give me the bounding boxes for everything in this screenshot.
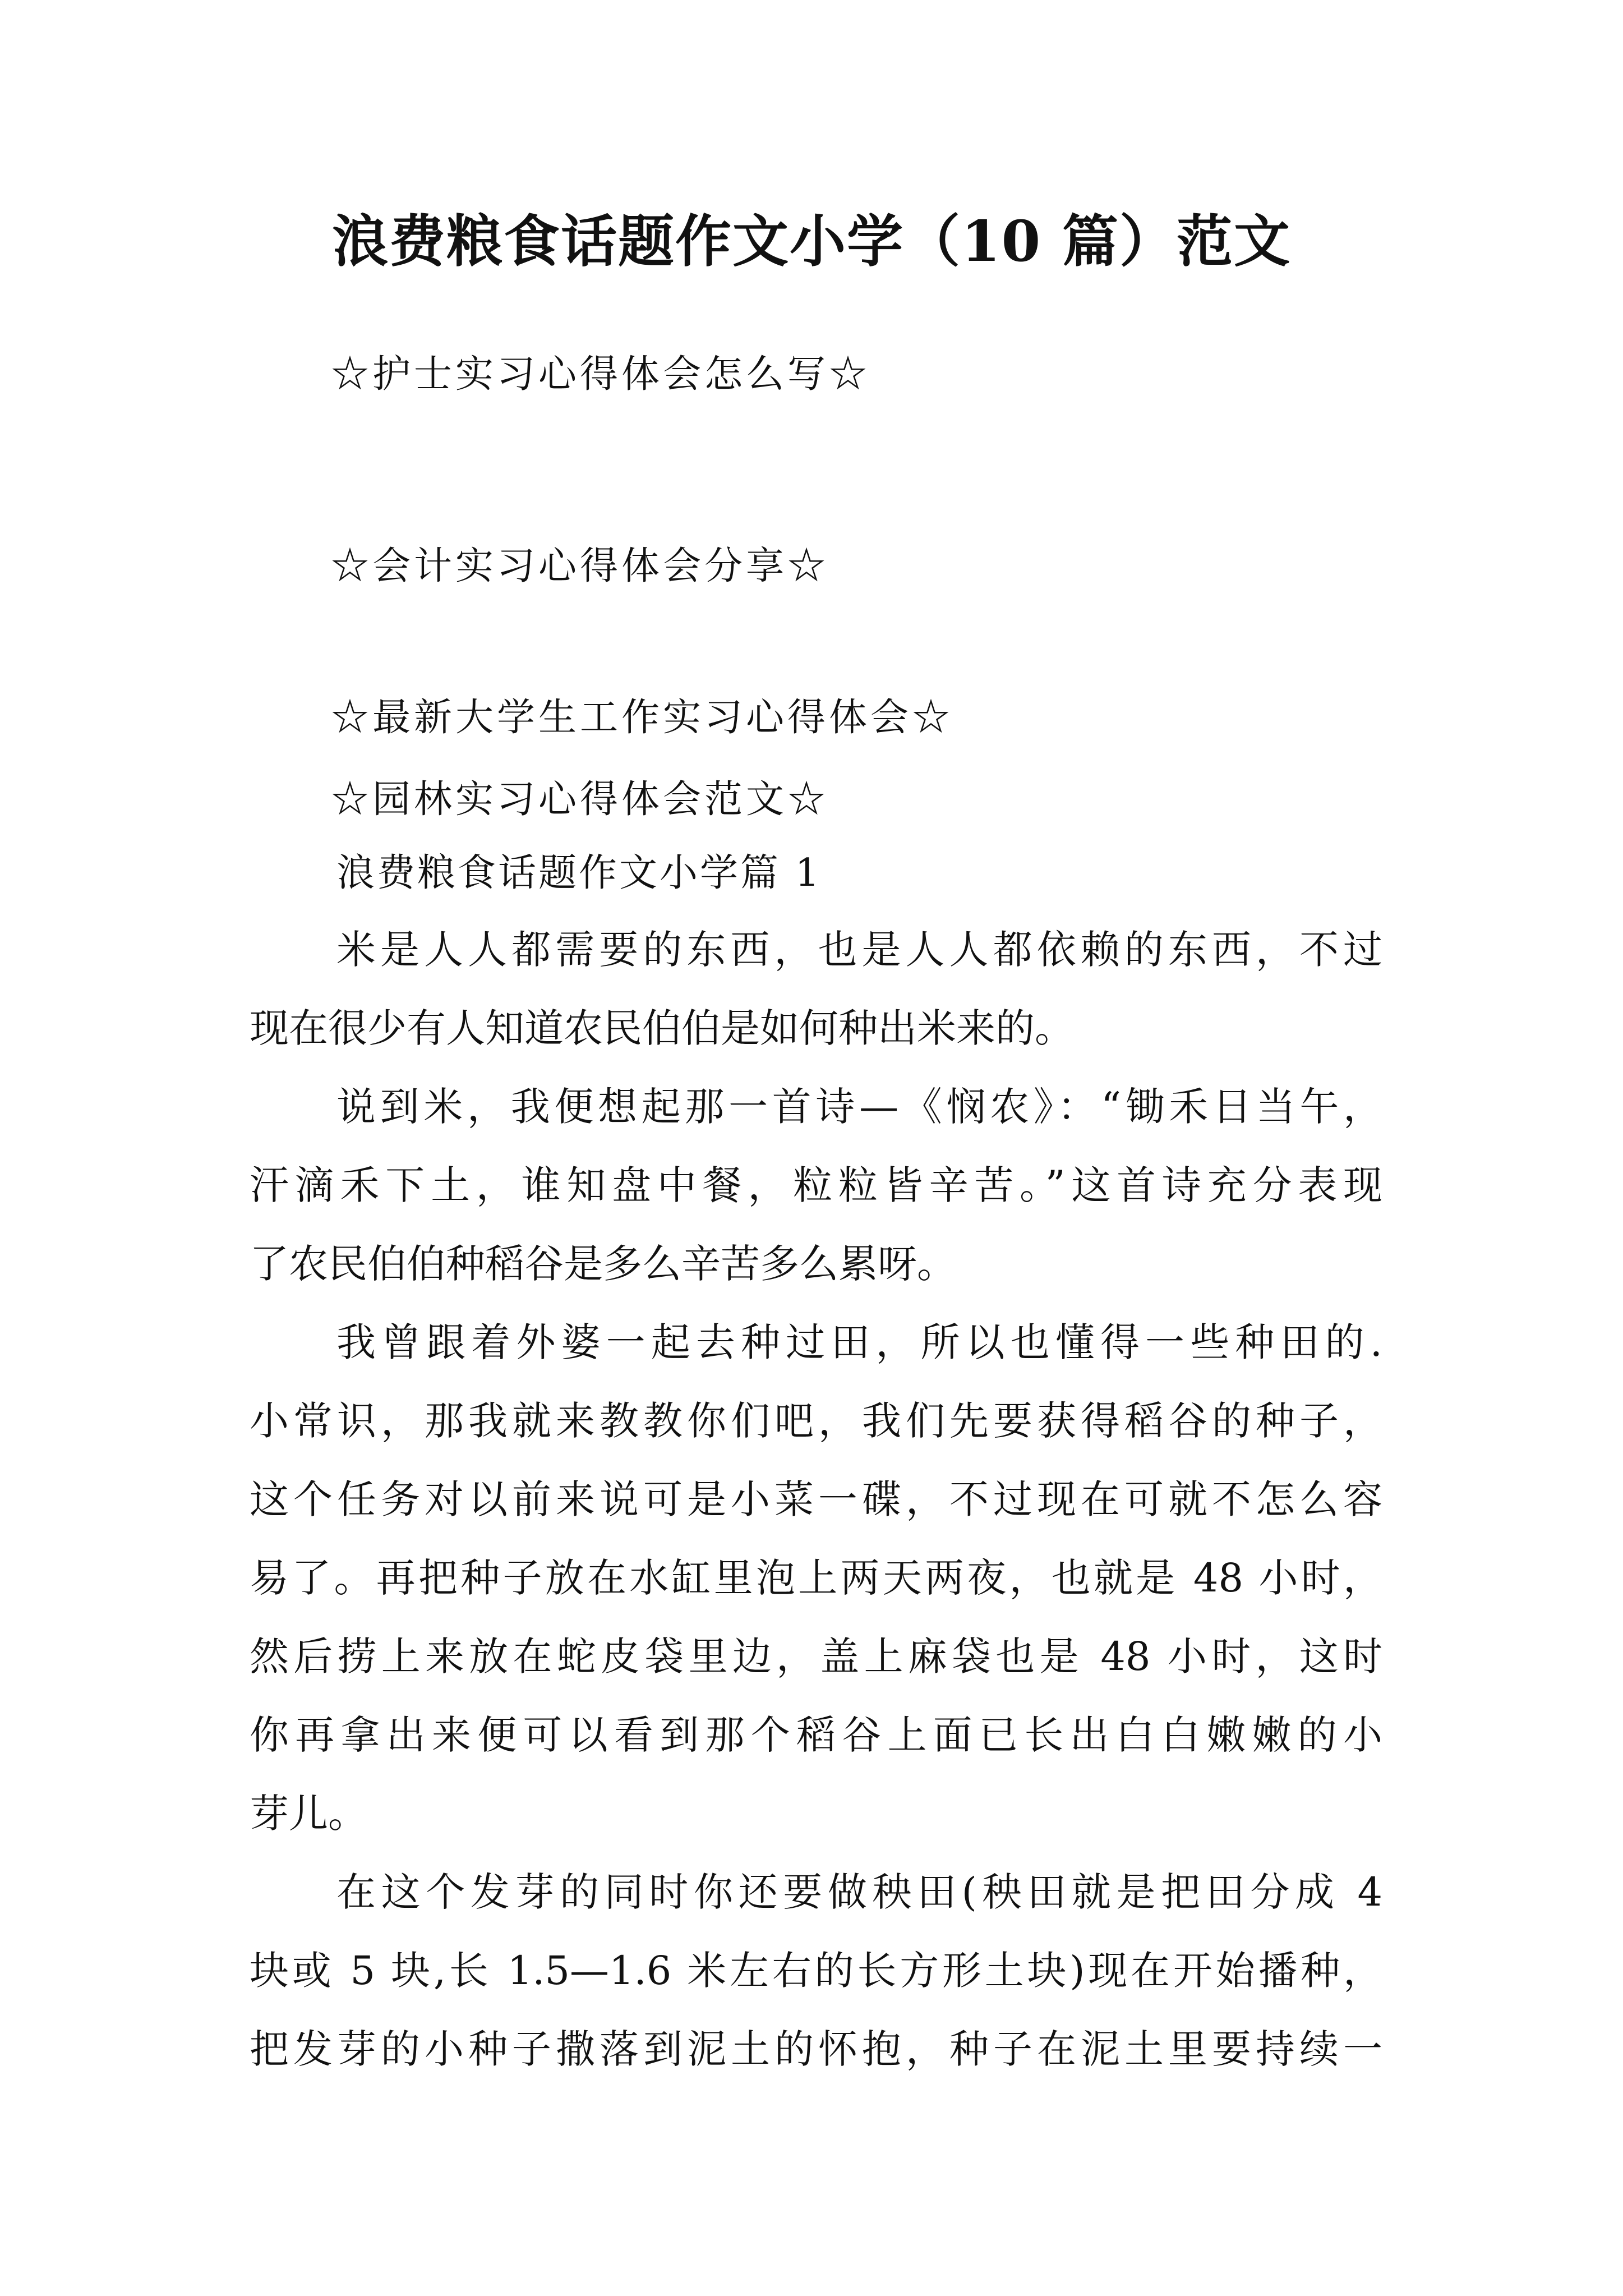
related-link-garden-internship[interactable]: ☆园林实习心得体会范文☆ [331, 777, 829, 822]
document-title: 浪费粮食话题作文小学（10 篇）范文 [332, 208, 1291, 274]
paragraph-line: 把发芽的小种子撒落到泥土的怀抱，种子在泥土里要持续一 [250, 2026, 1382, 2072]
paragraph-line: 了农民伯伯种稻谷是多么辛苦多么累呀。 [250, 1241, 956, 1287]
paragraph-line: 在这个发芽的同时你还要做秧田(秧田就是把田分成 4 [336, 1869, 1382, 1915]
paragraph-line: 这个任务对以前来说可是小菜一碟，不过现在可就不怎么容 [250, 1476, 1382, 1522]
paragraph-line: 小常识，那我就来教教你们吧，我们先要获得稻谷的种子， [250, 1398, 1382, 1444]
paragraph-line: 我曾跟着外婆一起去种过田，所以也懂得一些种田的. [336, 1319, 1382, 1365]
paragraph-line: 然后捞上来放在蛇皮袋里边，盖上麻袋也是 48 小时，这时 [250, 1634, 1382, 1680]
paragraph-line: 说到米，我便想起那一首诗—《悯农》：“锄禾日当午， [336, 1084, 1382, 1130]
related-link-college-work-internship[interactable]: ☆最新大学生工作实习心得体会☆ [331, 696, 954, 740]
related-link-nurse-internship[interactable]: ☆护士实习心得体会怎么写☆ [331, 352, 871, 397]
section-heading: 浪费粮食话题作文小学篇 1 [336, 851, 822, 895]
related-link-accounting-internship[interactable]: ☆会计实习心得体会分享☆ [331, 544, 829, 588]
paragraph-line: 易了。再把种子放在水缸里泡上两天两夜，也就是 48 小时， [250, 1555, 1382, 1601]
paragraph-line: 现在很少有人知道农民伯伯是如何种出米来的。 [250, 1005, 1074, 1051]
paragraph-line: 汗滴禾下土，谁知盘中餐，粒粒皆辛苦。”这首诗充分表现 [250, 1162, 1382, 1208]
paragraph-line: 你再拿出来便可以看到那个稻谷上面已长出白白嫩嫩的小 [250, 1712, 1382, 1758]
paragraph-line: 芽儿。 [250, 1791, 367, 1837]
paragraph-line: 块或 5 块,长 1.5—1.6 米左右的长方形土块)现在开始播种， [250, 1948, 1382, 1994]
paragraph-line: 米是人人都需要的东西，也是人人都依赖的东西，不过 [336, 927, 1382, 973]
